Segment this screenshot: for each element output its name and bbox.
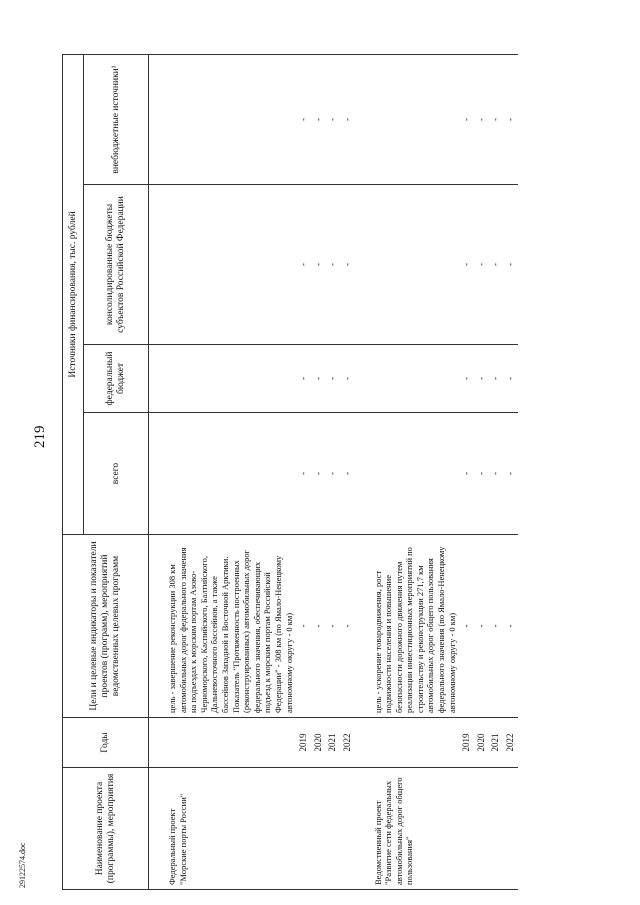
- goal-value: -: [325, 535, 340, 718]
- header-extra: внебюджетные источники¹: [84, 55, 149, 185]
- extra-value: -: [488, 55, 503, 185]
- project-name: Ведомственный проект "Развитие сети федеральных автомобильных дорог общего пользования": [371, 768, 460, 890]
- header-name: Наименование проекта (программы), мероприятия: [63, 768, 149, 890]
- federal-value: -: [311, 345, 326, 413]
- total-value: -: [296, 413, 311, 535]
- header-federal: федеральный бюджет: [84, 345, 149, 413]
- goal-value: -: [296, 535, 311, 718]
- federal-value: -: [503, 345, 518, 413]
- regional-value: -: [488, 185, 503, 345]
- extra-value: -: [503, 55, 518, 185]
- federal-value: -: [488, 345, 503, 413]
- federal-value: -: [325, 345, 340, 413]
- goal-value: -: [459, 535, 474, 718]
- header-years: Годы: [63, 718, 149, 768]
- project-goal: цель - ускорение товародвижения, рост подвижности населения и повышение безопасности дорожного движения путем реализации инвестиционных мероприятий по строительству и реконструкции 271,7 км автомобильных дорог общего пользования федерального значения (по Ямало-Ненецкому автономному округу - 0 км): [371, 535, 460, 718]
- year-cell: 2020: [474, 718, 489, 768]
- regional-value: -: [340, 185, 355, 345]
- regional-value: -: [325, 185, 340, 345]
- total-value: -: [311, 413, 326, 535]
- regional-value: -: [503, 185, 518, 345]
- total-value: -: [488, 413, 503, 535]
- goal-value: -: [503, 535, 518, 718]
- header-total: всего: [84, 413, 149, 535]
- header-sources: Источники финансирования, тыс. рублей: [63, 55, 84, 535]
- project-goal: цель - завершение реконструкции 308 км автомобильных дорог федерального значения на подъездах к морским портам Азово-Черноморского, Каспийского, Балтийского, Дальневосточного бассейнов, а также бассейнов Западной и Восточной Арктики. Показатель "Протяженность построенных (реконструированных) автомобильных дорог федерального значения, обеспечивающих подъезд к морским портам Российской Федерации" - 308 км (по Ямало-Ненецкому автономному округу - 0 км): [165, 535, 296, 718]
- year-cell: 2020: [311, 718, 326, 768]
- year-cell: 2022: [340, 718, 355, 768]
- page-number: 219: [32, 425, 48, 448]
- extra-value: -: [296, 55, 311, 185]
- regional-value: -: [296, 185, 311, 345]
- financing-table: [62, 54, 518, 890]
- total-value: -: [474, 413, 489, 535]
- total-value: -: [459, 413, 474, 535]
- goal-value: -: [340, 535, 355, 718]
- year-cell: 2021: [488, 718, 503, 768]
- goal-value: -: [488, 535, 503, 718]
- rotated-page: [62, 55, 602, 890]
- header-regional: консолидированные бюджеты субъектов Российской Федерации: [84, 185, 149, 345]
- goal-value: -: [311, 535, 326, 718]
- extra-value: -: [340, 55, 355, 185]
- total-value: -: [503, 413, 518, 535]
- federal-value: -: [474, 345, 489, 413]
- extra-value: -: [311, 55, 326, 185]
- header-goals: Цели и целевые индикаторы и показатели проектов (программ), мероприятий ведомственных целевых программ: [63, 535, 149, 718]
- document-id-wrap: [6, 842, 36, 888]
- regional-value: -: [474, 185, 489, 345]
- regional-value: -: [459, 185, 474, 345]
- total-value: -: [325, 413, 340, 535]
- year-cell: 2019: [459, 718, 474, 768]
- federal-value: -: [459, 345, 474, 413]
- extra-value: -: [325, 55, 340, 185]
- year-cell: 2019: [296, 718, 311, 768]
- regional-value: -: [311, 185, 326, 345]
- year-cell: 2022: [503, 718, 518, 768]
- goal-value: -: [474, 535, 489, 718]
- project-name: Федеральный проект "Морские порты России": [165, 768, 296, 890]
- extra-value: -: [474, 55, 489, 185]
- document-id: 29122574.doc: [18, 842, 27, 888]
- year-cell: 2021: [325, 718, 340, 768]
- extra-value: -: [459, 55, 474, 185]
- total-value: -: [340, 413, 355, 535]
- federal-value: -: [296, 345, 311, 413]
- federal-value: -: [340, 345, 355, 413]
